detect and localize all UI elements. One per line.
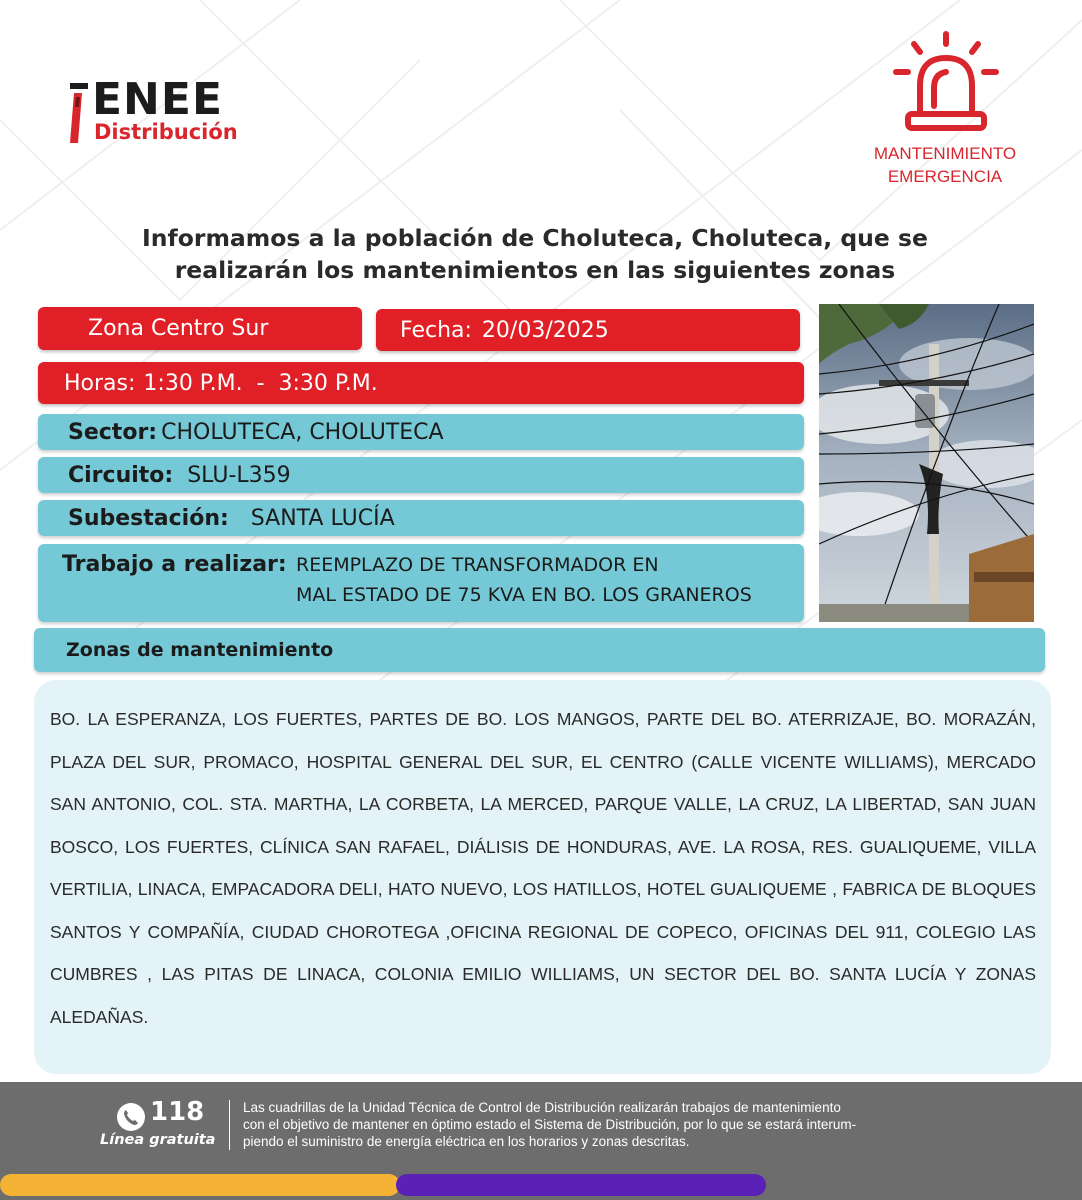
sector-value: CHOLUTECA, CHOLUTECA [161, 419, 444, 445]
maintenance-zones-list: BO. LA ESPERANZA, LOS FUERTES, PARTES DE BO. LOS MANGOS, PARTE DEL BO. ATERRIZAJE, BO. MORAZÁN, PLAZA DEL SUR, PROMACO, HOSPITAL GENERAL DEL SUR, EL CENTRO (CALLE VICENTE WILLIAMS), MERCADO SAN ANTONIO, COL. STA. MARTHA, LA CORBETA, LA MERCED, PARQUE VALLE, LA CRUZ, LA LIBERTAD, SAN JUAN BOSCO, LOS FUERTES, CLÍNICA SAN RAFAEL, DIÁLISIS DE HONDURAS, AVE. LA ROSA, RES. GUALIQUEME, VILLA VERTILIA, LINACA, EMPACADORA DELI, HATO NUEVO, LOS HATILLOS, HOTEL GUALIQUEME , FABRICA DE BLOQUES SANTOS Y COMPAÑÍA, CIUDAD CHOROTEGA ,OFICINA REGIONAL DE COPECO, OFICINAS DEL 911, COLEGIO LAS CUMBRES , LAS PITAS DE LINACA, COLONIA EMILIO WILLIAMS, UN SECTOR DEL BO. SANTA LUCÍA Y ZONAS ALEDAÑAS. [50, 709, 1036, 1027]
footer-divider [229, 1100, 230, 1150]
headline-line-2: realizarán los mantenimientos en las siguientes zonas [174, 256, 896, 284]
footer-line-1: Las cuadrillas de la Unidad Técnica de Control de Distribución realizarán trabajos de mantenimiento [243, 1100, 841, 1115]
phone-label: Línea gratuita [100, 1132, 216, 1148]
maintenance-zones-header [34, 628, 1045, 672]
footer-line-3: piendo el suministro de energía eléctrica en los horarios y zonas descritas. [243, 1134, 690, 1149]
circuit-value: SLU-L359 [187, 462, 291, 488]
hours-bar [38, 362, 804, 404]
logo-subtitle: Distribución [94, 120, 238, 144]
sector-bar [38, 414, 804, 450]
substation-value: SANTA LUCÍA [250, 505, 395, 531]
date-label: Fecha: [400, 317, 472, 343]
phone-number: 118 [150, 1097, 205, 1127]
logo-mark-icon [66, 83, 88, 143]
circuit-bar [38, 457, 804, 493]
zone-value: Zona Centro Sur [88, 316, 269, 341]
siren-icon [890, 30, 1002, 132]
maintenance-zones-label: Zonas de mantenimiento [66, 639, 334, 661]
sector-label: Sector: [68, 419, 158, 445]
date-value: 20/03/2025 [481, 317, 609, 343]
headline [40, 222, 1030, 286]
date-bar [376, 309, 800, 351]
circuit-label: Circuito: [68, 462, 174, 488]
headline-line-1: Informamos a la población de Choluteca, Choluteca, que se [142, 224, 928, 252]
maintenance-zones-box [34, 680, 1051, 1074]
hours-label: Horas: [64, 370, 136, 396]
logo-brand-name: ENEE [92, 74, 223, 125]
work-line-2: MAL ESTADO DE 75 KVA EN BO. LOS GRANEROS [296, 584, 752, 606]
work-bar [38, 544, 804, 622]
enee-logo [66, 74, 286, 150]
phone-icon [116, 1102, 146, 1132]
utility-pole-photo [819, 304, 1034, 622]
work-label: Trabajo a realizar: [62, 552, 287, 577]
alert-line-2: EMERGENCIA [887, 167, 1003, 186]
work-line-1: REEMPLAZO DE TRANSFORMADOR EN [296, 554, 659, 576]
alert-line-1: MANTENIMIENTO [873, 144, 1017, 163]
footer-line-2: con el objetivo de mantener en óptimo estado el Sistema de Distribución, por lo que se estará interum- [243, 1117, 857, 1132]
substation-bar [38, 500, 804, 536]
footer-text [243, 1099, 1003, 1150]
zone-bar [38, 307, 362, 350]
emergency-maintenance-label [840, 142, 1050, 188]
work-value [296, 550, 752, 610]
hours-value: 1:30 P.M. - 3:30 P.M. [143, 370, 378, 396]
substation-label: Subestación: [68, 505, 229, 531]
bottom-color-strip [0, 1170, 1082, 1200]
